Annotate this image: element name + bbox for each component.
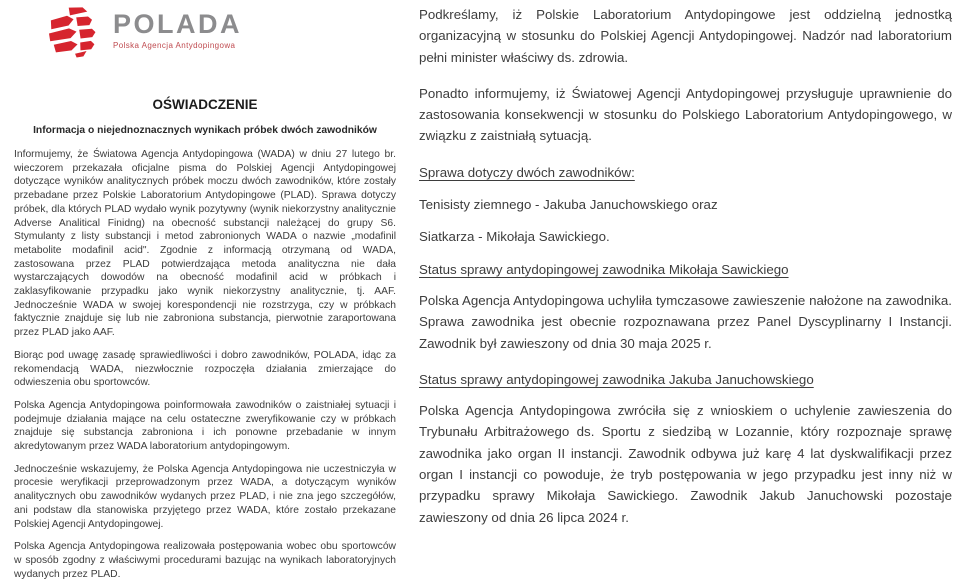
athlete-line-volleyball: Siatkarza - Mikołaja Sawickiego. xyxy=(419,229,610,245)
left-paragraph-1: Informujemy, że Światowa Agencja Antydopingowa (WADA) w dniu 27 lutego br. wieczorem przekazała oficjalne pisma do Polskiej Agencji Antydopingowej dotyczące wyników analitycznych próbek moczu dwóch zawodników, które zostały przebadane przez Polskie Laboratorium Antydopingowe (PLAD). Sprawa dotyczy próbek, dla których PLAD wydało wynik pozytywny (wynik niekorzystny analitycznie Adverse Analitical Finidng) na obecność substancji należącej do grupy S6. Stymulanty z listy substancji i metod zabronionych WADA o nazwie „modafinil metabolite modafinil acid". Zgodnie z informacją otrzymaną od WADA, zastosowana przez PLAD potwierdzająca metoda analityczna nie dała wystarczających dowodów na obecność modafinil acid w próbkach i zaklasyfikowanie przypadku jako wynik niekorzystny analitycznie, tj. AAF. Jednocześnie WADA w swojej korespondencji nie rozstrzyga, czy w próbkach faktycznie znajduje się lub nie zabroniona substancja, pierwotnie zaraportowana przez PLAD jako AAF. xyxy=(14,149,396,339)
status-paragraph-januchowski: Polska Agencja Antydopingowa zwróciła się z wnioskiem o uchylenie zawieszenia do Trybunału Arbitrażowego ds. Sportu z siedzibą w Lozannie, który rozpoznaje sprawę zawodnika jako organ II instancji. Zawodnik odbywa już karę 4 lat dyskwalifikacji przez organ I instancji co powoduje, że tryb postępowania w jego przypadku jest inny niż w przypadku sprawy Mikołaja Sawickiego. Zawodnik Jakub Januchowski pozostaje zawieszony od dnia 26 lipca 2024 r. xyxy=(419,403,952,525)
left-paragraph-5: Polska Agencja Antydopingowa realizowała postępowania wobec obu sportowców w sposób zgodny z właściwymi procedurami bazując na wynikach laboratoryjnych wydanych przez PLAD. xyxy=(14,541,396,580)
right-paragraph-2: Ponadto informujemy, iż Światowej Agencji Antydopingowej przysługuje uprawnienie do zastosowania konsekwencji w stosunku do Polskiego Laboratorium Antydopingowego, w związku z zaistniałą sytuacją. xyxy=(419,85,952,144)
brand-name: POLADA xyxy=(113,9,242,39)
brand-tagline: Polska Agencja Antydopingowa xyxy=(113,41,236,51)
right-column xyxy=(419,4,952,557)
status-heading-sawicki: Status sprawy antydopingowej zawodnika Mikołaja Sawickiego xyxy=(419,261,789,277)
right-paragraph-1: Podkreślamy, iż Polskie Laboratorium Antydopingowe jest oddzielną jednostką organizacyjną w stosunku do Polskiej Agencji Antydopingowej. Nadzór nad laboratorium pełni minister właściwy ds. zdrowia. xyxy=(419,7,952,65)
polada-logo xyxy=(46,5,396,63)
left-paragraph-2: Biorąc pod uwagę zasadę sprawiedliwości i dobro zawodników, POLADA, idąc za rekomendacją WADA, niezwłocznie rozpoczęła działania zmierzające do odwieszenia obu sportowców. xyxy=(14,349,396,389)
document-subtitle: Informacja o niejednoznacznych wynikach próbek dwóch zawodników xyxy=(33,125,377,136)
left-paragraph-4: Jednocześnie wskazujemy, że Polska Agencja Antydopingowa nie uczestniczyła w procesie weryfikacji przeprowadzonym przez WADA, a dotyczącym wyników analitycznych obu zawodników wydanych przez PLAD, i nie zna jego szczegółów, ani podstaw dla stanowiska przyjętego przez WADA, które zostało przekazane Polskiej Agencji Antydopingowej. xyxy=(14,463,396,530)
logo-text-block xyxy=(113,5,242,50)
case-heading: Sprawa dotyczy dwóch zawodników: xyxy=(419,164,635,180)
polada-eagle-icon xyxy=(46,5,103,63)
status-paragraph-sawicki: Polska Agencja Antydopingowa uchyliła tymczasowe zawieszenie nałożone na zawodnika. Sprawa zawodnika jest obecnie rozpoznawana przez Panel Dyscyplinarny I Instancji. Zawodnik był zawieszony od dnia 30 maja 2025 r. xyxy=(419,292,952,351)
left-paragraph-3: Polska Agencja Antydopingowa poinformowała zawodników o zaistniałej sytuacji i podejmuje działania mające na celu ostateczne zweryfikowanie czy w próbkach znajduje się substancja zabroniona i ich ponowne przebadanie w innym akredytowanym przez WADA laboratorium antydopingowym. xyxy=(14,399,396,453)
athlete-line-tennis: Tenisisty ziemnego - Jakuba Januchowskiego oraz xyxy=(419,197,718,213)
left-column xyxy=(14,0,396,580)
status-heading-januchowski: Status sprawy antydopingowej zawodnika Jakuba Januchowskiego xyxy=(419,371,814,387)
document-title: OŚWIADCZENIE xyxy=(152,97,258,112)
